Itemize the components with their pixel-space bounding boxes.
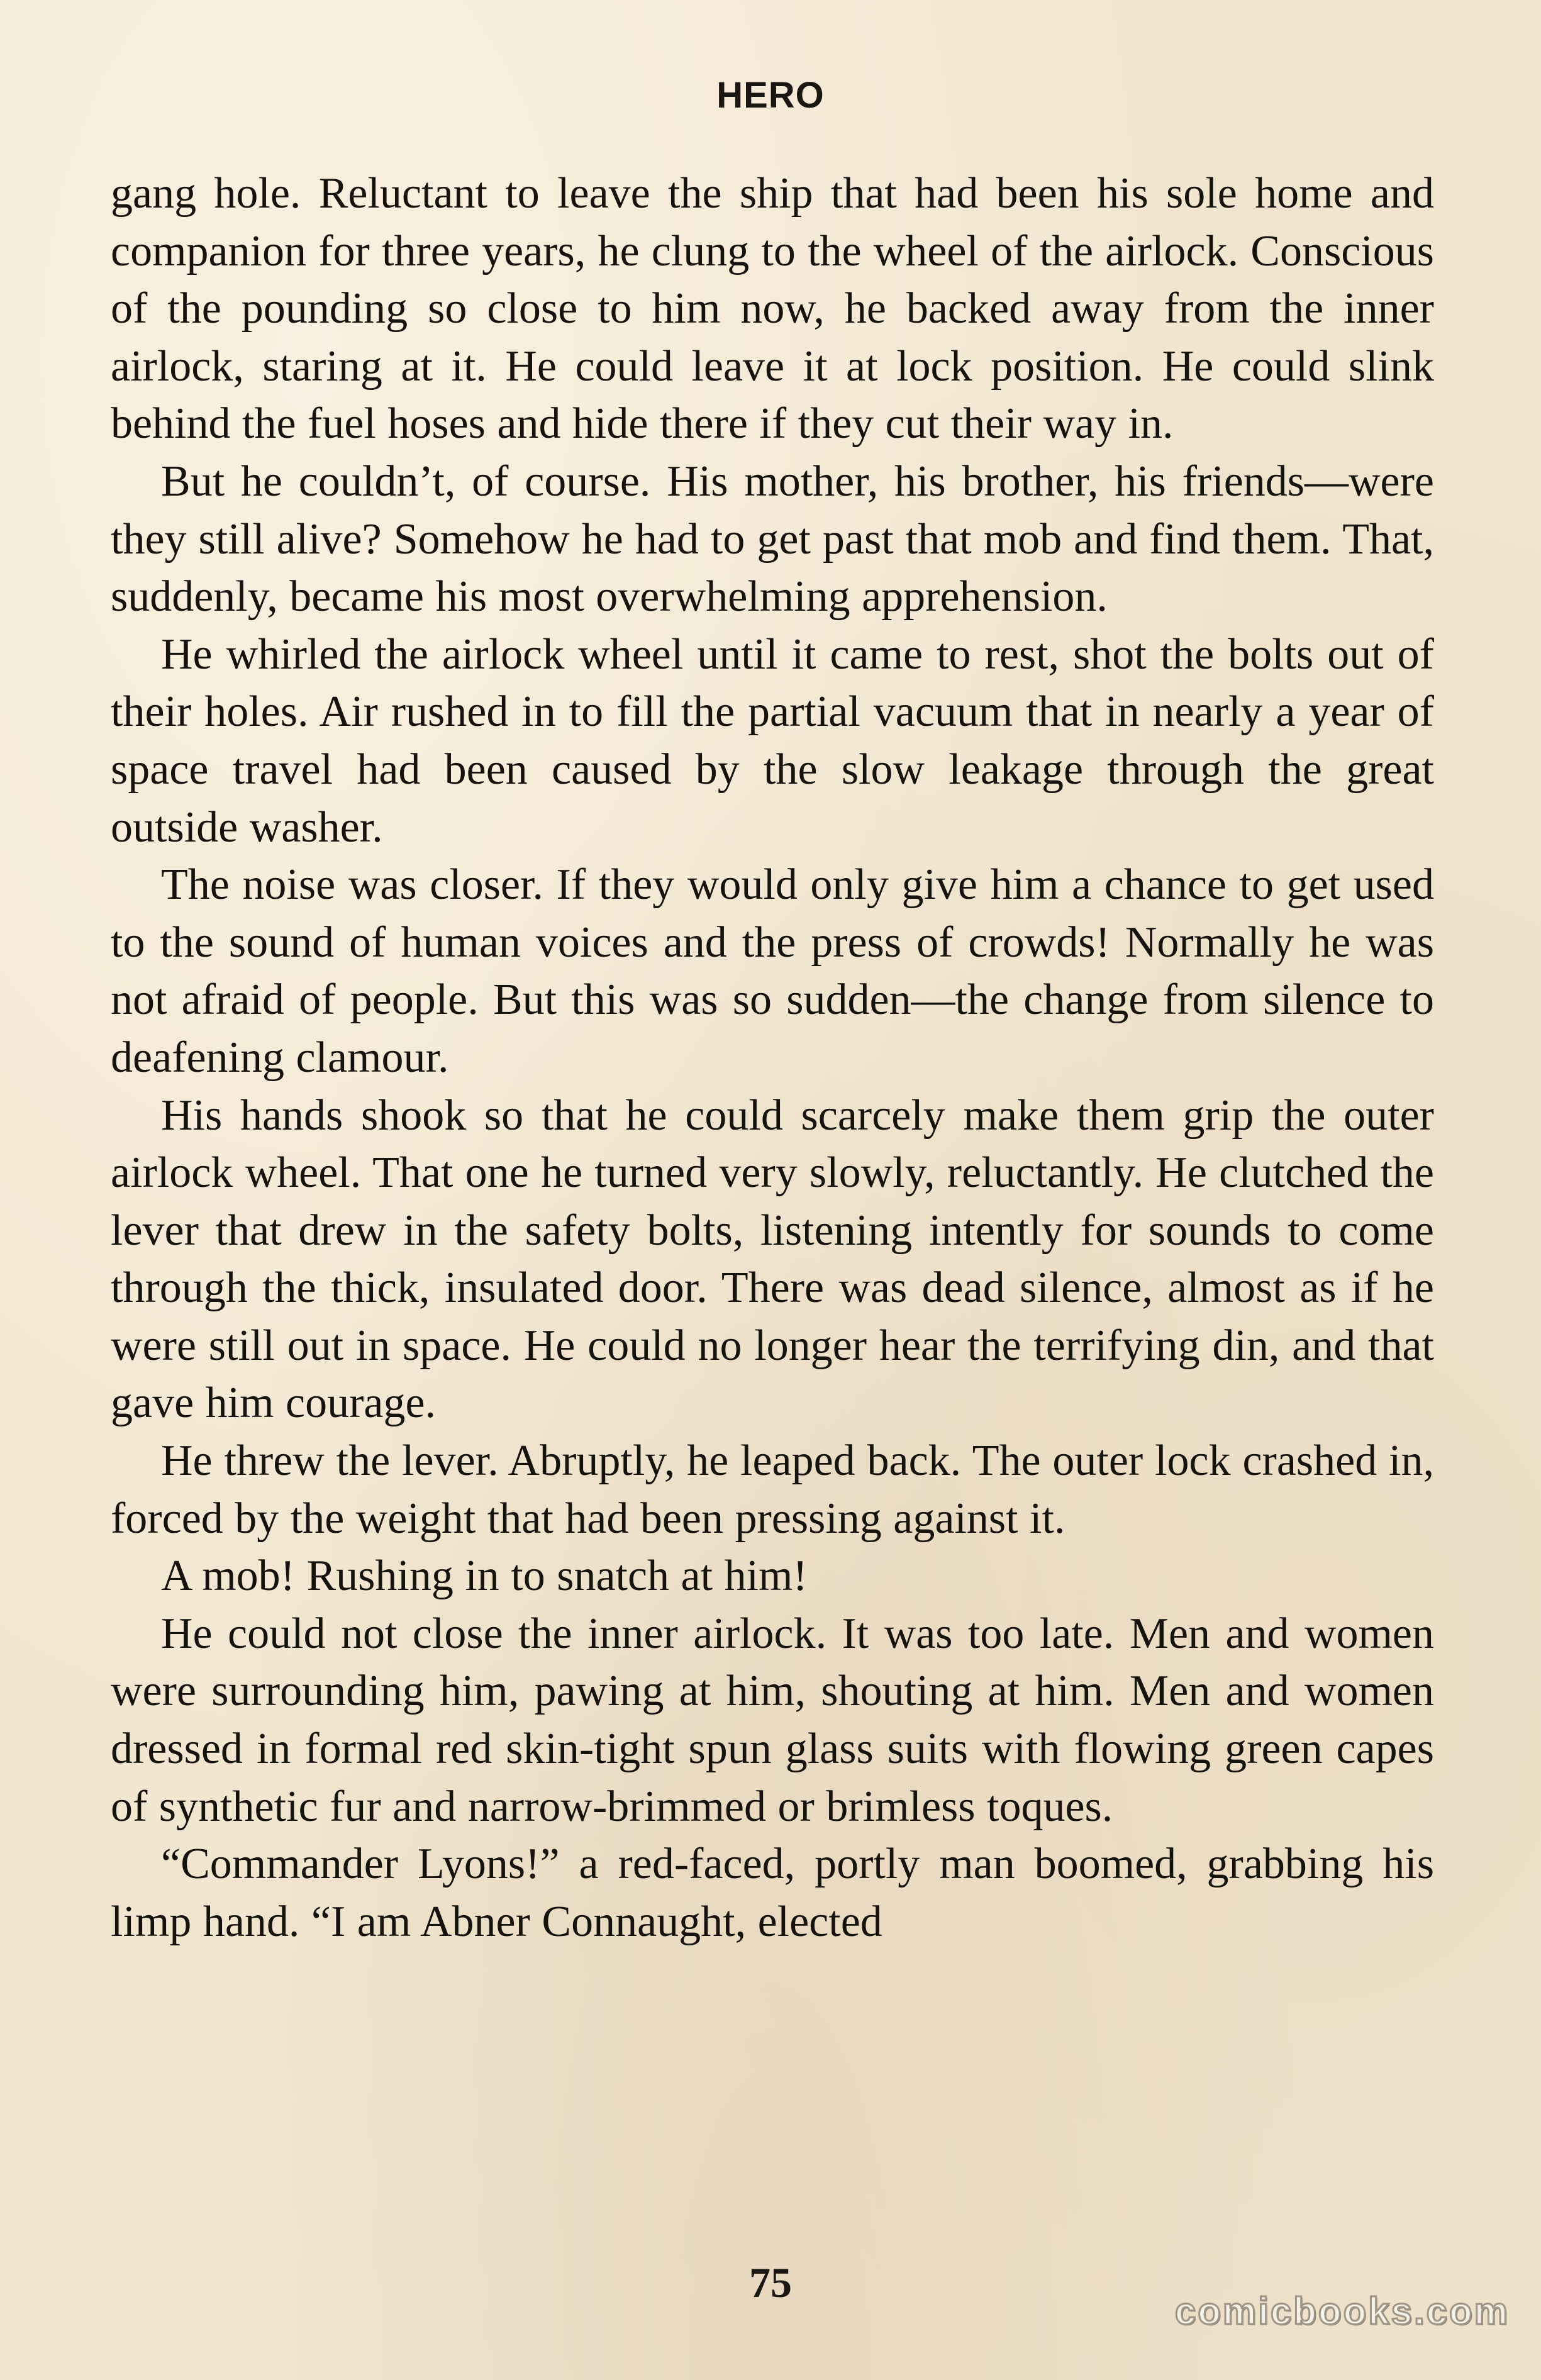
running-head: HERO	[716, 75, 825, 116]
paragraph-8: He could not close the inner airlock. It was too late. Men and women were surrounding him, pawing at him, shouting at him. Men and women dressed in formal red skin-tight spun glass suits with flowing green capes of synthetic fur and narrow-brimmed or brimless toques.	[111, 1609, 1434, 1831]
watermark: comicbooks.com	[1174, 2290, 1510, 2332]
paragraph-1: gang hole. Reluctant to leave the ship that had been his sole home and companion for three years, he clung to the wheel of the airlock. Conscious of the pounding so close to him now, he backed away from the inner airlock, staring at it. He could leave it at lock position. He could slink behind the fuel hoses and hide there if they cut their way in.	[111, 169, 1434, 448]
paragraph-6: He threw the lever. Abruptly, he leaped back. The outer lock crashed in, forced by the weight that had been pressing against it.	[111, 1437, 1434, 1543]
paragraph-5: His hands shook so that he could scarcely make them grip the outer airlock wheel. That one he turned very slowly, reluctantly. He clutched the lever that drew in the safety bolts, listening intently for sounds to come through the thick, insulated door. There was dead silence, almost as if he were still out in space. He could no longer hear the terrifying din, and that gave him courage.	[111, 1091, 1434, 1428]
body-text	[111, 165, 1434, 1950]
paragraph-2: But he couldn’t, of course. His mother, his brother, his friends—were they still alive? Somehow he had to get past that mob and find them. That, suddenly, became his most overwhelming apprehension.	[111, 457, 1434, 621]
paragraph-3: He whirled the airlock wheel until it came to rest, shot the bolts out of their holes. Air rushed in to fill the partial vacuum that in nearly a year of space travel had been caused by the slow leakage through the great outside washer.	[111, 630, 1434, 852]
paragraph-9: “Commander Lyons!” a red-faced, portly man boomed, grabbing his limp hand. “I am Abner Connaught, elected	[111, 1840, 1434, 1946]
page-number: 75	[749, 2259, 792, 2306]
paragraph-7: A mob! Rushing in to snatch at him!	[161, 1552, 808, 1601]
paragraph-4: The noise was closer. If they would only give him a chance to get used to the sound of human voices and the press of crowds! Normally he was not afraid of people. But this was so sudden—the change from silence to deafening clamour.	[111, 860, 1434, 1082]
